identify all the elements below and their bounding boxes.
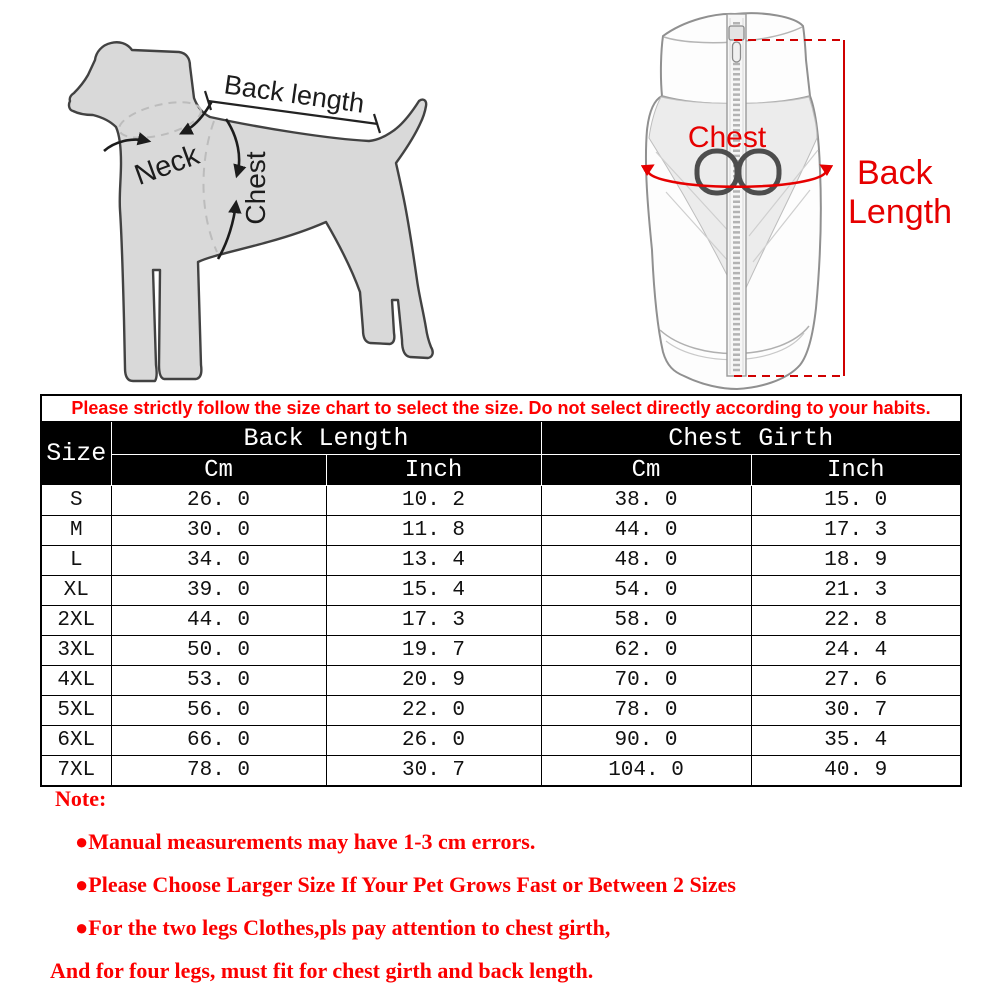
table-row — [41, 606, 961, 636]
size-label-cell: 6XL — [41, 726, 111, 756]
size-value-cell: 54. 0 — [541, 576, 751, 606]
vest-back-length-label-line1: Back — [857, 154, 933, 192]
dog-back-length-label: Back length — [222, 69, 367, 119]
unit-header-inch-2: Inch — [751, 455, 961, 486]
size-value-cell: 48. 0 — [541, 546, 751, 576]
unit-header-cm-2: Cm — [541, 455, 751, 486]
size-chart-table — [40, 394, 962, 787]
size-value-cell: 78. 0 — [541, 696, 751, 726]
size-value-cell: 20. 9 — [326, 666, 541, 696]
zipper-slider — [729, 26, 744, 40]
unit-header-inch-1: Inch — [326, 455, 541, 486]
vest-diagram — [646, 13, 952, 389]
size-value-cell: 10. 2 — [326, 486, 541, 516]
table-row — [41, 696, 961, 726]
vest-back-length-label-line2: Length — [848, 193, 952, 231]
size-value-cell: 11. 8 — [326, 516, 541, 546]
size-value-cell: 38. 0 — [541, 486, 751, 516]
size-value-cell: 27. 6 — [751, 666, 961, 696]
size-label-cell: 4XL — [41, 666, 111, 696]
size-label-cell: 7XL — [41, 756, 111, 787]
note-item: ●Please Choose Larger Size If Your Pet Grows Fast or Between 2 Sizes — [75, 872, 736, 897]
size-value-cell: 62. 0 — [541, 636, 751, 666]
size-value-cell: 40. 9 — [751, 756, 961, 787]
size-value-cell: 66. 0 — [111, 726, 326, 756]
size-value-cell: 17. 3 — [326, 606, 541, 636]
dog-chest-label: Chest — [240, 151, 271, 225]
note-item: ●Manual measurements may have 1-3 cm errors. — [75, 829, 536, 854]
size-value-cell: 70. 0 — [541, 666, 751, 696]
size-value-cell: 58. 0 — [541, 606, 751, 636]
dog-diagram — [69, 42, 433, 381]
size-value-cell: 22. 8 — [751, 606, 961, 636]
size-value-cell: 39. 0 — [111, 576, 326, 606]
table-row — [41, 576, 961, 606]
size-value-cell: 56. 0 — [111, 696, 326, 726]
vest-zipper — [727, 14, 746, 376]
size-label-cell: 3XL — [41, 636, 111, 666]
size-value-cell: 19. 7 — [326, 636, 541, 666]
size-label-cell: 2XL — [41, 606, 111, 636]
size-value-cell: 34. 0 — [111, 546, 326, 576]
note-item: ●For the two legs Clothes,pls pay attention to chest girth, — [75, 915, 611, 940]
header-row-units — [41, 455, 961, 486]
notes-section — [50, 786, 955, 1000]
size-value-cell: 26. 0 — [111, 486, 326, 516]
size-value-cell: 26. 0 — [326, 726, 541, 756]
size-value-cell: 21. 3 — [751, 576, 961, 606]
size-value-cell: 50. 0 — [111, 636, 326, 666]
size-value-cell: 53. 0 — [111, 666, 326, 696]
warning-row — [41, 395, 961, 422]
note-item: And for four legs, must fit for chest girth and back length. — [50, 958, 594, 983]
size-value-cell: 78. 0 — [111, 756, 326, 787]
header-row-groups — [41, 422, 961, 455]
vest-chest-label: Chest — [687, 121, 767, 154]
size-value-cell: 30. 7 — [751, 696, 961, 726]
size-column-header: Size — [41, 422, 111, 486]
size-value-cell: 104. 0 — [541, 756, 751, 787]
size-label-cell: M — [41, 516, 111, 546]
size-value-cell: 22. 0 — [326, 696, 541, 726]
size-label-cell: XL — [41, 576, 111, 606]
table-row — [41, 756, 961, 787]
size-value-cell: 90. 0 — [541, 726, 751, 756]
size-value-cell: 18. 9 — [751, 546, 961, 576]
size-value-cell: 30. 7 — [326, 756, 541, 787]
size-table-body — [41, 395, 961, 786]
table-row — [41, 726, 961, 756]
table-row — [41, 516, 961, 546]
chest-girth-group-header: Chest Girth — [541, 422, 961, 455]
size-value-cell: 35. 4 — [751, 726, 961, 756]
measurement-illustrations — [0, 0, 1000, 394]
size-label-cell: S — [41, 486, 111, 516]
size-value-cell: 44. 0 — [541, 516, 751, 546]
back-length-group-header: Back Length — [111, 422, 541, 455]
size-label-cell: L — [41, 546, 111, 576]
table-row — [41, 636, 961, 666]
zipper-pull — [733, 42, 741, 62]
size-label-cell: 5XL — [41, 696, 111, 726]
note-title: Note: — [55, 786, 107, 811]
unit-header-cm-1: Cm — [111, 455, 326, 486]
dog-neck-label: Neck — [130, 139, 204, 192]
size-value-cell: 13. 4 — [326, 546, 541, 576]
size-value-cell: 17. 3 — [751, 516, 961, 546]
table-row — [41, 666, 961, 696]
table-row — [41, 486, 961, 516]
size-value-cell: 24. 4 — [751, 636, 961, 666]
size-value-cell: 15. 0 — [751, 486, 961, 516]
size-value-cell: 30. 0 — [111, 516, 326, 546]
size-value-cell: 15. 4 — [326, 576, 541, 606]
size-value-cell: 44. 0 — [111, 606, 326, 636]
warning-text: Please strictly follow the size chart to select the size. Do not select directly according to your habits. — [41, 395, 961, 422]
table-row — [41, 546, 961, 576]
